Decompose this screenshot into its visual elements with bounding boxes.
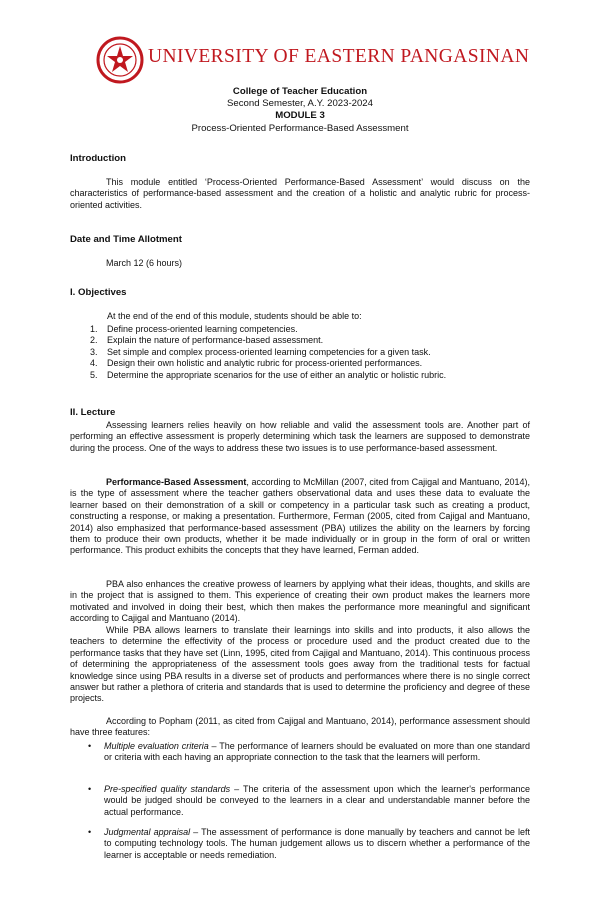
- university-seal-icon: [96, 36, 144, 84]
- objectives-heading: I. Objectives: [70, 287, 127, 298]
- lecture-heading: II. Lecture: [70, 407, 116, 418]
- feature-item: • Judgmental appraisal – The assessment of performance is done manually by teachers and cannot be left to computing technology tools. The human judgement allows us to discern whether a performance of the learner is acceptable or needs remediation.: [88, 827, 530, 860]
- introduction-text: This module entitled ‘Process-Oriented Performance-Based Assessment’ would discuss on the characteristics of performance-based assessment and the creation of a holistic and analytic rubric for process-oriented activities.: [70, 177, 530, 210]
- module-titles: [0, 86, 600, 135]
- list-item: 4. Design their own holistic and analytic rubric for process-oriented performances.: [90, 358, 423, 369]
- list-item: 5. Determine the appropriate scenarios for the use of either an analytic or holistic rubric.: [90, 369, 447, 380]
- university-name: UNIVERSITY OF EASTERN PANGASINAN: [148, 46, 530, 67]
- objectives-list: [90, 324, 446, 381]
- lecture-paragraph-4: While PBA allows learners to translate their learnings into skills and into products, it also allows the teachers to determine the effectivity of the process or procedure used and the product created due to the performance tasks that they have set (Linn, 1995, cited from Cajigal and Mantuano, 2014). This continuous process of determining the appropriateness of the assessment tools goes away from the traditional tests for factual knowledge since using PBA results in a diverse set of products and performances where there is no single correct answer but rather a plethora of criteria and standards that is used to determine the proficiency and degree of these projects.: [70, 625, 530, 704]
- feature-item: • Multiple evaluation criteria – The performance of learners should be evaluated on more than one standard or criteria with each having an appropriate connection to the task that the learners will perform.: [88, 741, 530, 763]
- pba-term: Performance-Based Assessment: [106, 477, 247, 487]
- lecture-paragraph-1: Assessing learners relies heavily on how reliable and valid the assessment tools are. Another part of performing an effective assessment is properly determining which task the learners are supposed to demonstrate during the process. One of the ways to address these two issues is to use performance-based assessment.: [70, 420, 530, 453]
- feature-item: • Pre-specified quality standards – The criteria of the assessment upon which the learner's performance would be judged should be conveyed to the learners in a clear and understandable manner before the actual performance.: [88, 784, 530, 817]
- module-number: MODULE 3: [275, 110, 325, 122]
- college-name: College of Teacher Education: [232, 86, 368, 97]
- module-subject: Process-Oriented Performance-Based Assessment: [191, 122, 409, 134]
- allotment-text: March 12 (6 hours): [106, 258, 183, 268]
- semester-line: Second Semester, A.Y. 2023-2024: [227, 98, 373, 110]
- list-item: 1. Define process-oriented learning competencies.: [90, 324, 298, 334]
- bullet-icon: •: [88, 827, 92, 837]
- lecture-paragraph-5: According to Popham (2011, as cited from Cajigal and Mantuano, 2014), performance assessment should have three features:: [70, 716, 530, 738]
- lecture-paragraph-2: Performance-Based Assessment, according to McMillan (2007, cited from Cajigal and Mantuano, 2014), is the type of assessment where the teacher gathers observational data and uses these data to evaluate the learner based on their demonstration of a skill or competency in a particular task such as creating a product, constructing a response, or making a presentation. Furthermore, Ferman (2005, cited from Cajigal and Mantuano, 2014) also emphasized that performance-based assessment (PBA) utilizes the ability on the learners by forcing them to produce their own products, whether it be made individually or in group in the form of oral or written performance. This product exhibits the concepts that they have learned, Ferman added.: [70, 477, 530, 556]
- objectives-intro: At the end of the end of this module, students should be able to:: [107, 311, 362, 321]
- allotment-heading: Date and Time Allotment: [70, 234, 182, 245]
- university-header: [96, 36, 530, 84]
- lecture-paragraph-3: PBA also enhances the creative prowess of learners by applying what their ideas, thoughts, and skills are in the project that is assigned to them. This experience of creating their own product makes the learners more motivated and involved in doing their best, which then makes the performance more meaningful and significant according to Cajigal and Mantuano (2014).: [70, 579, 530, 624]
- bullet-icon: •: [88, 784, 92, 794]
- bullet-icon: •: [88, 741, 92, 751]
- introduction-heading: Introduction: [70, 153, 126, 164]
- list-item: 3. Set simple and complex process-oriented learning competencies for a given task.: [90, 346, 431, 357]
- list-item: 2. Explain the nature of performance-based assessment.: [90, 335, 324, 346]
